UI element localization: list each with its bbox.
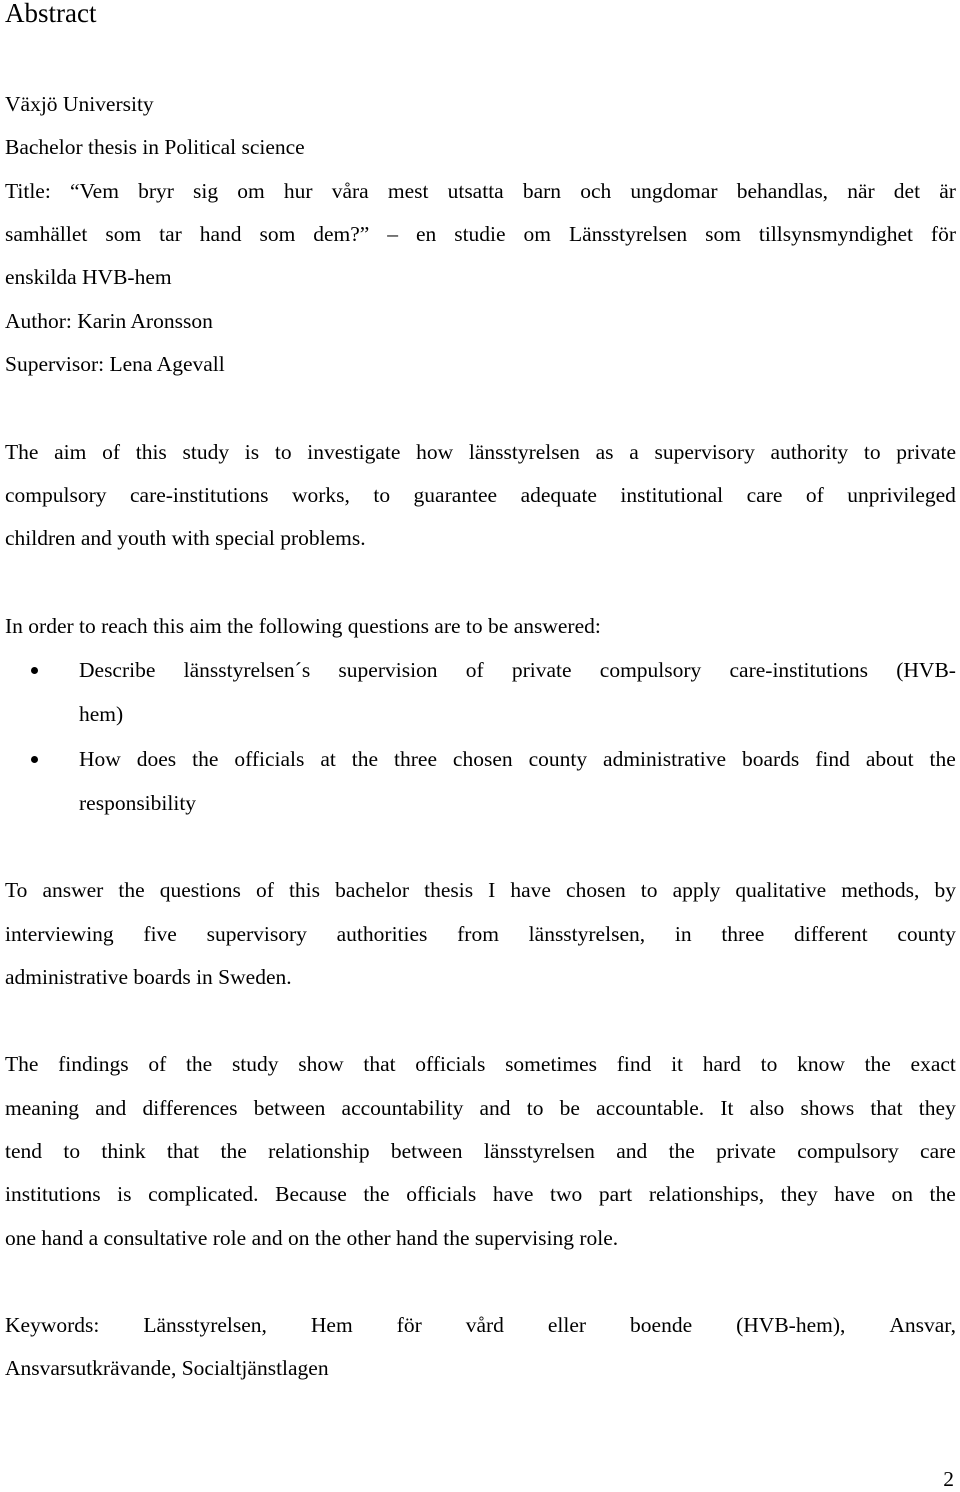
aim-line-3: children and youth with special problems.	[5, 526, 366, 550]
findings-line-3: tend to think that the relationship between länsstyrelsen and the private compulsory care	[5, 1139, 956, 1163]
questions-intro: In order to reach this aim the following questions are to be answered:	[5, 614, 601, 638]
thesis-type-line: Bachelor thesis in Political science	[5, 135, 305, 159]
findings-line-5: one hand a consultative role and on the other hand the supervising role.	[5, 1226, 619, 1250]
keywords-line-1: Keywords: Länsstyrelsen, Hem för vård eller boende (HVB-hem), Ansvar,	[5, 1313, 956, 1337]
question-item-line-1: How does the officials at the three chosen county administrative boards find about the	[79, 747, 956, 771]
author-line: Author: Karin Aronsson	[5, 309, 213, 333]
university-line: Växjö University	[5, 92, 154, 116]
bullet-icon	[31, 756, 38, 763]
keywords-line-2: Ansvarsutkrävande, Socialtjänstlagen	[5, 1356, 329, 1380]
findings-line-2: meaning and differences between accountability and to be accountable. It also shows that they	[5, 1096, 956, 1120]
findings-line-1: The findings of the study show that officials sometimes find it hard to know the exact	[5, 1052, 956, 1076]
page-heading: Abstract	[5, 0, 97, 28]
question-item-line-2: responsibility	[79, 791, 197, 815]
question-item-line-1: Describe länsstyrelsen´s supervision of private compulsory care-institutions (HVB-	[79, 658, 956, 682]
title-line-3: enskilda HVB-hem	[5, 265, 172, 289]
method-line-1: To answer the questions of this bachelor thesis I have chosen to apply qualitative methods, by	[5, 878, 956, 902]
method-line-2: interviewing five supervisory authorities from länsstyrelsen, in three different county	[5, 922, 956, 946]
method-line-3: administrative boards in Sweden.	[5, 965, 292, 989]
supervisor-line: Supervisor: Lena Agevall	[5, 352, 225, 376]
question-item-line-2: hem)	[79, 702, 124, 726]
title-line-1: Title: “Vem bryr sig om hur våra mest utsatta barn och ungdomar behandlas, när det är	[5, 179, 956, 203]
aim-line-1: The aim of this study is to investigate how länsstyrelsen as a supervisory authority to private	[5, 440, 956, 464]
bullet-icon	[31, 667, 38, 674]
page-number: 2	[943, 1467, 954, 1491]
aim-line-2: compulsory care-institutions works, to guarantee adequate institutional care of unprivileged	[5, 483, 956, 507]
findings-line-4: institutions is complicated. Because the officials have two part relationships, they have on the	[5, 1182, 956, 1206]
title-line-2: samhället som tar hand som dem?” – en studie om Länsstyrelsen som tillsynsmyndighet för	[5, 222, 956, 246]
